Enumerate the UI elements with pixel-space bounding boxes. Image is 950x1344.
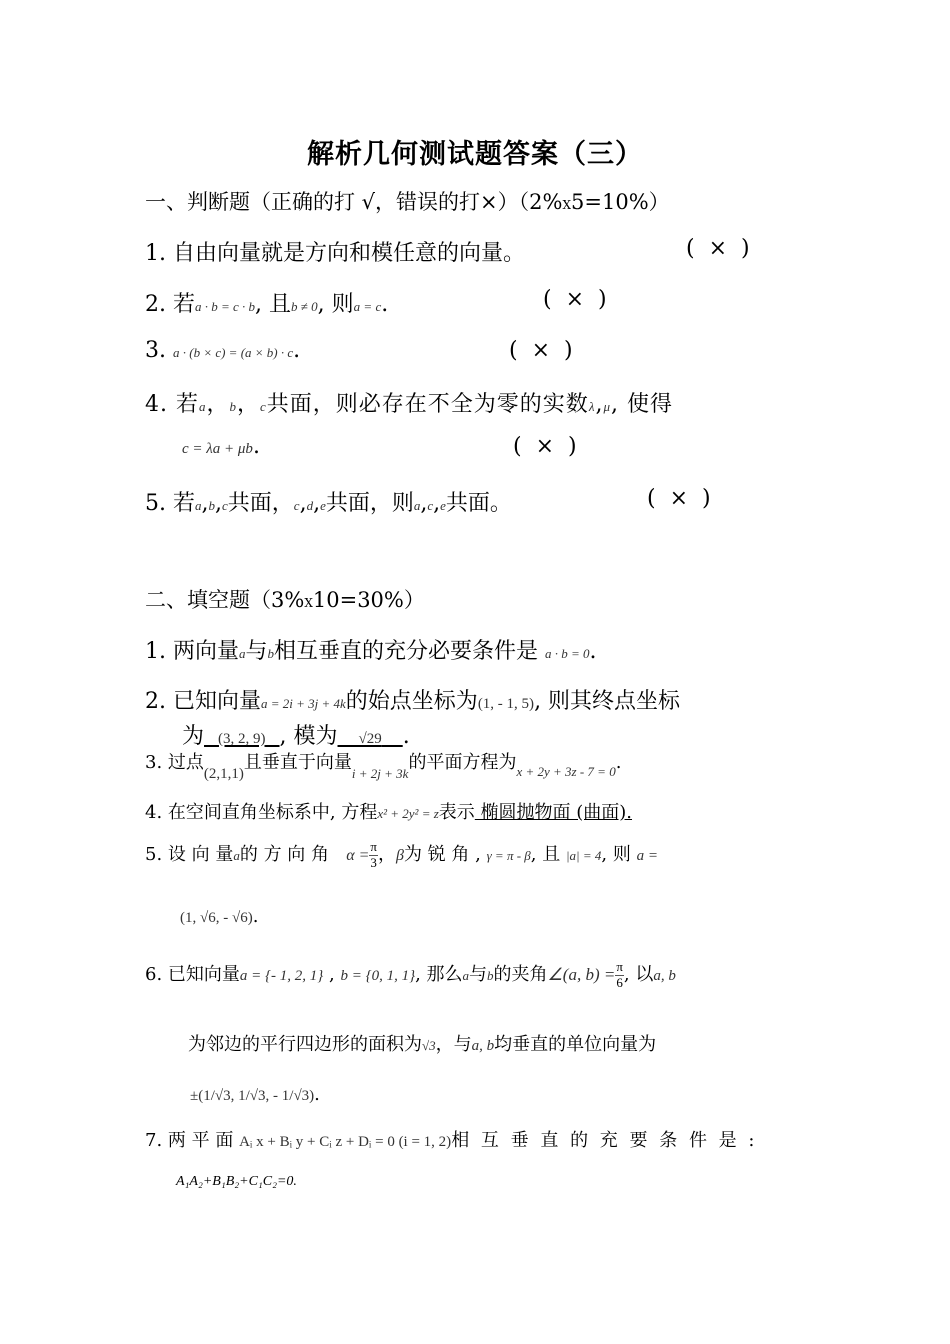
formula: e	[440, 498, 446, 513]
question-text: 1. 两向量	[145, 639, 239, 664]
fill-question-4	[145, 798, 632, 824]
fill-question-7	[145, 1126, 757, 1152]
formula: b	[229, 399, 237, 414]
formula: i + 2j + 3k	[351, 766, 409, 781]
separator: ,	[201, 491, 209, 516]
formula: a	[194, 498, 202, 513]
formula: c	[221, 498, 228, 513]
page-title: 解析几何测试题答案（三）	[307, 139, 643, 170]
question-text: 共面。	[445, 491, 512, 516]
formula: γ = π - β	[486, 848, 531, 863]
times-glyph: X	[562, 198, 572, 212]
formula: b	[487, 968, 494, 983]
formula: a	[233, 848, 240, 863]
formula: a, b	[653, 968, 676, 984]
question-text: 相互垂直的充分必要条件是	[274, 639, 545, 664]
formula: a	[413, 498, 421, 513]
judgement-question-5	[145, 486, 512, 517]
question-text: 4. 若	[145, 392, 199, 417]
judgement-question-3	[145, 338, 300, 363]
fraction-numerator: π	[616, 959, 623, 975]
fill-question-7-answer: A₁A₂+B₁B₂+C₁C₂=0.	[176, 1174, 297, 1189]
formula: c	[260, 399, 267, 414]
question-text: 与	[245, 639, 268, 664]
separator: ,	[214, 491, 222, 516]
formula: b	[267, 646, 274, 661]
formula: β	[395, 847, 404, 864]
fill-question-2-line2	[182, 719, 410, 750]
fill-question-6	[145, 960, 676, 990]
answer-blank	[204, 724, 280, 749]
answer-mark-3: ( × )	[509, 338, 573, 363]
answer-mark-2: ( × )	[543, 287, 607, 312]
question-text: 的始点坐标为	[345, 689, 478, 714]
question-text: 为	[182, 724, 205, 749]
formula: b ≠ 0	[291, 299, 318, 314]
section-heading-fill-in	[145, 584, 425, 614]
formula: a = 2i + 3j + 4k	[260, 696, 346, 711]
formula: μ	[603, 399, 611, 414]
formula: a, b	[471, 1038, 495, 1054]
question-text: .	[314, 1084, 320, 1105]
question-text: 共面，则必存在不全为零的实数	[266, 392, 589, 417]
question-text: 表示	[438, 802, 475, 823]
question-text: 相 互 垂 直 的 充 要 条 件 是 :	[451, 1130, 758, 1151]
answer-formula: ±(1/√3, 1/√3, - 1/√3)	[190, 1088, 315, 1104]
question-text: 1. 自由向量就是方向和模任意的向量。	[145, 241, 525, 266]
question-text: .	[615, 752, 622, 773]
formula: a =	[636, 848, 658, 864]
separator: ，	[377, 844, 396, 865]
question-text: 的 方 向 角	[239, 844, 330, 865]
answer-mark-5: ( × )	[647, 486, 711, 511]
question-text: , 则其终点坐标	[534, 689, 681, 714]
question-text: 且垂直于向量	[243, 752, 352, 773]
formula: a	[238, 646, 246, 661]
formula: d	[306, 498, 314, 513]
formula: λ	[588, 399, 596, 414]
formula: ∠(a, b) =	[547, 965, 616, 984]
formula: a = c	[353, 299, 382, 314]
section-heading-text: 二、填空题（3%	[145, 588, 305, 612]
separator: ,	[299, 491, 307, 516]
question-text: , 模为	[279, 724, 338, 749]
formula: e	[320, 498, 326, 513]
answer-formula: √3	[422, 1038, 436, 1053]
separator: ，	[237, 392, 261, 417]
question-text: 为 锐 角 ,	[403, 844, 481, 865]
question-text: , 则	[601, 844, 631, 865]
section-heading-judgement	[145, 186, 670, 216]
answer-mark-4: ( × )	[513, 434, 577, 459]
judgement-question-4	[145, 387, 673, 418]
section-heading-tail: 10=30%）	[312, 588, 425, 612]
question-text: , 且	[530, 844, 561, 865]
fraction-denominator: 6	[616, 974, 623, 990]
formula: a	[462, 968, 470, 983]
formula: a · (b × c) = (a × b) · c	[172, 345, 294, 360]
question-text: 均垂直的单位向量为	[494, 1034, 657, 1055]
question-text: 2. 已知向量	[145, 689, 261, 714]
formula: (2,1,1)	[203, 766, 244, 782]
formula: a · b = c · b	[194, 299, 256, 314]
question-text: 共面，	[227, 491, 294, 516]
formula: c	[293, 498, 300, 513]
question-text: 为邻边的平行四边形的面积为	[188, 1034, 422, 1055]
question-text: 与	[469, 964, 488, 985]
formula: a	[198, 399, 207, 414]
question-text: 的平面方程为	[408, 752, 517, 773]
separator: ,	[323, 964, 335, 985]
question-text: 4. 在空间直角坐标系中, 方程	[145, 802, 378, 823]
question-text: .	[381, 292, 389, 317]
formula: α =	[346, 847, 370, 864]
question-text: 5. 设 向 量	[145, 844, 234, 865]
fraction-denominator: 3	[370, 854, 377, 870]
fill-question-5-answer	[180, 906, 258, 927]
question-text: .	[252, 434, 260, 459]
fill-question-5	[145, 840, 658, 870]
formula: x² + 2y² = z	[377, 806, 439, 821]
question-text: .	[589, 639, 597, 664]
answer-blank	[338, 724, 403, 749]
section-heading-text: 一、判断题（正确的打 √，错误的打×）（2%	[145, 190, 563, 214]
answer-formula: (1, √6, - √6)	[180, 910, 253, 926]
section-heading-tail: 5=10%）	[571, 190, 670, 214]
question-text: ，与	[435, 1034, 472, 1055]
fill-question-1	[145, 634, 597, 665]
answer-formula: a · b = 0	[545, 646, 590, 661]
question-text: 2. 若	[145, 292, 195, 317]
separator: ,	[433, 491, 441, 516]
formula: c	[427, 498, 434, 513]
formula: c = λa + μb	[182, 441, 253, 457]
answer-formula: (3, 2, 9)	[218, 731, 266, 747]
fraction-numerator: π	[370, 839, 377, 855]
question-text: 3.	[145, 338, 173, 363]
question-text: 7. 两 平 面	[145, 1130, 234, 1151]
formula: |a| = 4	[565, 848, 602, 863]
question-text: , 以	[623, 964, 654, 985]
question-text: , 且	[255, 292, 292, 317]
formula: b	[208, 498, 215, 513]
question-text: 3. 过点	[145, 752, 204, 773]
question-text: , 则	[317, 292, 354, 317]
formula: b = {0, 1, 1}	[340, 968, 416, 984]
question-text: .	[252, 906, 259, 927]
fill-question-3	[145, 748, 622, 782]
separator: ,	[595, 392, 604, 417]
answer-underlined: 椭圆抛物面 (曲面).	[474, 802, 633, 823]
separator: ，	[206, 392, 230, 417]
separator: ,	[313, 491, 321, 516]
formula: a = {- 1, 2, 1}	[239, 968, 324, 984]
judgement-question-2	[145, 287, 388, 318]
question-text: 的夹角	[493, 964, 548, 985]
question-text: .	[402, 724, 410, 749]
question-text: .	[293, 338, 301, 363]
fill-question-6-line2	[188, 1030, 656, 1056]
times-glyph: X	[304, 596, 313, 610]
question-text: , 那么	[415, 964, 463, 985]
fill-question-6-answer	[190, 1084, 320, 1105]
fraction-pi-over-6	[615, 960, 624, 990]
judgement-question-4-line2	[182, 434, 260, 459]
answer-formula: √29	[358, 731, 382, 747]
formula: (1, - 1, 5)	[477, 696, 535, 712]
answer-mark-1: ( × )	[686, 236, 750, 261]
answer-formula: x + 2y + 3z - 7 = 0	[516, 764, 616, 779]
question-text: , 使得	[610, 392, 673, 417]
judgement-question-1	[145, 236, 525, 267]
separator: ,	[420, 491, 428, 516]
question-text: 6. 已知向量	[145, 964, 240, 985]
formula: Aᵢ x + Bᵢ y + Cᵢ z + Dᵢ = 0 (i = 1, 2)	[239, 1134, 452, 1150]
fill-question-2	[145, 684, 680, 715]
question-text: 共面，则	[325, 491, 414, 516]
fraction-pi-over-3	[369, 840, 378, 870]
question-text: 5. 若	[145, 491, 195, 516]
